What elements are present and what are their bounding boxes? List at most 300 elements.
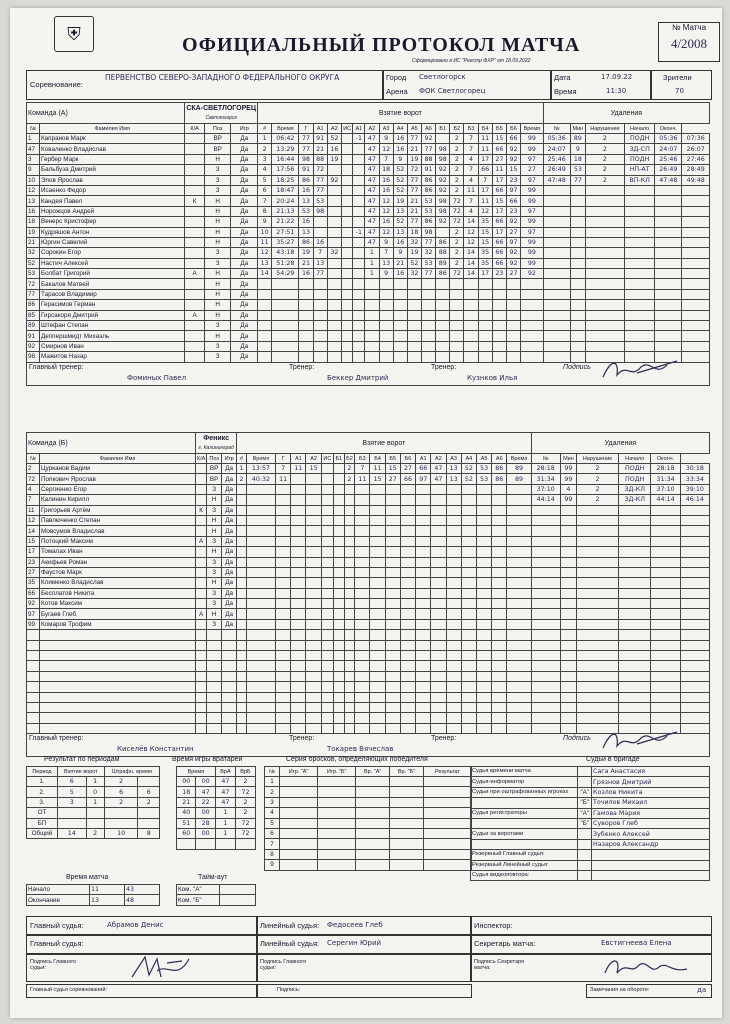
table-cell: Н	[204, 300, 231, 310]
table-cell: 47	[365, 217, 379, 227]
table-cell	[299, 352, 313, 362]
table-cell	[446, 692, 461, 702]
table-cell	[531, 702, 560, 712]
table-cell: 7	[379, 248, 393, 258]
table-cell: 77	[570, 175, 585, 185]
table-cell	[464, 289, 478, 299]
table-cell: 1.	[27, 777, 58, 787]
table-cell: 53	[476, 474, 491, 484]
table-cell: 54:29	[272, 269, 299, 279]
table-cell	[577, 619, 619, 629]
chief-referee-box	[26, 984, 258, 998]
table-cell	[560, 713, 576, 723]
team-label-cell	[27, 433, 196, 454]
table-cell: 16	[299, 185, 313, 195]
table-cell	[222, 682, 237, 692]
table-cell	[492, 352, 506, 362]
table-cell	[471, 839, 578, 849]
table-row	[27, 341, 710, 351]
table-cell: 12	[379, 206, 393, 216]
table-cell	[280, 839, 318, 849]
table-cell	[680, 515, 709, 525]
table-cell: 53	[570, 165, 585, 175]
table-cell	[365, 279, 379, 289]
table-row	[27, 269, 710, 279]
table-row	[27, 578, 710, 588]
table-cell	[461, 547, 476, 557]
table-cell	[291, 588, 306, 598]
table-cell: 77	[407, 175, 421, 185]
table-cell	[578, 777, 592, 787]
table-cell	[370, 495, 385, 505]
table-cell	[560, 692, 576, 702]
table-cell	[400, 526, 415, 536]
table-cell	[431, 661, 446, 671]
table-row	[177, 818, 256, 828]
col-header: Время	[521, 124, 544, 134]
main-sign-label: Подпись Главного судьи:	[30, 959, 77, 971]
table-cell: 89	[27, 321, 40, 331]
table-cell	[258, 352, 272, 362]
table-cell: 77	[421, 144, 435, 154]
table-cell: 92	[436, 217, 450, 227]
table-cell: 66	[492, 144, 506, 154]
table-cell	[436, 331, 450, 341]
table-cell: "Б"	[578, 798, 592, 808]
table-cell: Норожцов Андрей	[40, 206, 185, 216]
table-cell: ВР	[207, 474, 222, 484]
table-cell	[344, 547, 355, 557]
table-cell: Да	[222, 526, 237, 536]
table-cell: З	[204, 175, 231, 185]
table-cell	[476, 515, 491, 525]
table-cell	[476, 557, 491, 567]
table-cell	[321, 578, 333, 588]
table-cell: 98	[27, 352, 40, 362]
table-cell	[185, 321, 205, 331]
table-cell	[585, 331, 624, 341]
table-cell: 9	[393, 248, 407, 258]
table-cell	[344, 619, 355, 629]
table-cell	[446, 713, 461, 723]
table-cell	[446, 609, 461, 619]
table-cell	[385, 702, 400, 712]
table-cell	[185, 217, 205, 227]
table-cell	[196, 713, 207, 723]
table-cell	[306, 505, 321, 515]
table-cell	[560, 505, 576, 515]
table-cell: 17	[478, 154, 492, 164]
table-cell	[40, 661, 196, 671]
table-cell	[258, 341, 272, 351]
table-cell	[492, 321, 506, 331]
table-cell: 77	[407, 217, 421, 227]
table-cell	[306, 588, 321, 598]
table-cell: 11	[370, 464, 385, 474]
table-cell: 72	[27, 279, 40, 289]
table-cell	[356, 849, 390, 859]
table-cell: 99	[27, 619, 40, 629]
table-cell	[196, 526, 207, 536]
table-cell	[276, 671, 291, 681]
table-cell: Да	[231, 279, 258, 289]
table-cell: 72	[27, 474, 40, 484]
table-cell	[356, 818, 390, 828]
table-cell	[306, 547, 321, 557]
spectators-value: 70	[675, 87, 684, 95]
table-cell	[246, 723, 275, 733]
table-cell: Вр. "Б"	[390, 767, 424, 777]
table-cell: ВР	[207, 464, 222, 474]
table-cell: З	[207, 588, 222, 598]
table-cell: 52	[461, 474, 476, 484]
table-cell	[207, 682, 222, 692]
table-cell	[276, 557, 291, 567]
table-cell	[461, 567, 476, 577]
table-cell	[341, 279, 352, 289]
table-cell	[318, 860, 356, 870]
table-cell: 98	[299, 154, 313, 164]
table-cell	[680, 651, 709, 661]
table-cell	[393, 331, 407, 341]
table-cell: 2	[450, 165, 464, 175]
table-cell	[400, 536, 415, 546]
table-cell	[246, 599, 275, 609]
table-row	[27, 474, 710, 484]
col-header: А4	[393, 124, 407, 134]
table-cell	[680, 630, 709, 640]
table-cell	[423, 808, 471, 818]
table-cell	[680, 505, 709, 515]
table-cell: 52	[393, 217, 407, 227]
table-cell	[531, 536, 560, 546]
table-cell	[478, 279, 492, 289]
table-cell	[531, 651, 560, 661]
table-cell: Н	[204, 237, 231, 247]
table-cell: Смирнов Иван	[40, 341, 185, 351]
table-cell: 7	[464, 144, 478, 154]
bottom-section	[26, 756, 710, 1016]
table-cell	[492, 609, 507, 619]
table-cell	[321, 713, 333, 723]
table-cell: 53	[27, 269, 40, 279]
table-cell	[446, 505, 461, 515]
table-cell: 92	[506, 144, 520, 154]
table-cell	[185, 144, 205, 154]
table-cell	[431, 526, 446, 536]
table-cell	[506, 321, 520, 331]
table-cell	[344, 578, 355, 588]
table-cell	[543, 279, 570, 289]
table-cell	[306, 713, 321, 723]
table-cell	[431, 619, 446, 629]
table-cell	[492, 495, 507, 505]
table-cell	[353, 279, 365, 289]
table-cell	[222, 640, 237, 650]
table-cell	[578, 870, 592, 880]
table-cell: 77	[313, 269, 327, 279]
table-cell	[291, 682, 306, 692]
table-cell	[400, 547, 415, 557]
table-cell: ЗД-КЛ	[619, 484, 651, 494]
table-cell: 72	[235, 828, 255, 838]
table-cell	[185, 175, 205, 185]
table-cell: 97	[521, 227, 544, 237]
emblem-icon: ⛨	[54, 16, 94, 52]
table-cell	[416, 588, 431, 598]
table-cell: Козлов Никита	[592, 787, 710, 797]
table-cell	[560, 588, 576, 598]
table-cell	[385, 723, 400, 733]
table-cell: 21:22	[272, 217, 299, 227]
table-cell	[682, 206, 710, 216]
table-cell	[680, 536, 709, 546]
table-cell: Григорьев Артём	[40, 505, 196, 515]
table-cell	[431, 567, 446, 577]
table-cell	[407, 352, 421, 362]
table-cell	[390, 777, 424, 787]
table-cell	[237, 557, 247, 567]
table-cell	[450, 289, 464, 299]
table-cell: 32	[327, 248, 341, 258]
table-cell	[291, 505, 306, 515]
table-cell: 47:48	[655, 175, 682, 185]
table-cell: 7	[464, 196, 478, 206]
table-cell	[291, 515, 306, 525]
table-cell	[341, 248, 352, 258]
goals-title-cell: Взятие ворот	[237, 433, 532, 454]
table-cell: 47	[27, 144, 40, 154]
table-cell: Да	[222, 505, 237, 515]
table-row	[27, 609, 710, 619]
table-cell	[355, 651, 370, 661]
table-cell	[680, 609, 709, 619]
table-cell	[334, 547, 345, 557]
table-cell: Игр. "Б"	[318, 767, 356, 777]
table-cell: 26:49	[655, 165, 682, 175]
table-cell	[370, 557, 385, 567]
table-cell	[341, 165, 352, 175]
table-cell: 86	[492, 474, 507, 484]
table-cell: 2	[577, 484, 619, 494]
table-cell: 15	[506, 165, 520, 175]
table-cell: Судьи при оштрафованных игроках	[471, 787, 578, 797]
table-cell	[321, 661, 333, 671]
table-cell	[446, 671, 461, 681]
table-cell	[385, 609, 400, 619]
table-cell	[651, 547, 680, 557]
table-cell: 13:29	[272, 144, 299, 154]
table-cell	[625, 185, 655, 195]
table-cell	[476, 651, 491, 661]
table-cell: 66	[492, 248, 506, 258]
table-cell	[585, 206, 624, 216]
table-cell	[682, 185, 710, 195]
table-cell	[461, 651, 476, 661]
table-cell	[246, 671, 275, 681]
table-cell	[543, 289, 570, 299]
col-header: Б4	[370, 454, 385, 464]
table-cell	[27, 671, 40, 681]
table-cell	[321, 640, 333, 650]
table-cell	[246, 661, 275, 671]
col-header: А3	[446, 454, 461, 464]
table-cell: 15	[370, 474, 385, 484]
table-cell: 19	[407, 248, 421, 258]
table-cell	[276, 505, 291, 515]
table-cell	[492, 651, 507, 661]
table-cell: 66	[492, 237, 506, 247]
table-cell: Да	[222, 567, 237, 577]
table-cell: 2	[585, 154, 624, 164]
col-header: Игр	[231, 124, 258, 134]
table-cell	[370, 713, 385, 723]
table-cell: 2	[585, 144, 624, 154]
table-cell	[327, 300, 341, 310]
table-cell: 00	[177, 777, 196, 787]
table-cell: 18	[27, 217, 40, 227]
table-cell	[355, 702, 370, 712]
spectators-label: Зрители	[663, 73, 692, 82]
table-cell	[58, 808, 87, 818]
table-cell	[341, 237, 352, 247]
table-cell: 88	[421, 154, 435, 164]
table-cell	[291, 619, 306, 629]
table-cell: 35	[478, 217, 492, 227]
table-cell	[321, 495, 333, 505]
table-cell: 86	[421, 217, 435, 227]
table-cell	[577, 640, 619, 650]
table-cell: Судьи за воротами	[471, 829, 578, 839]
table-cell	[185, 185, 205, 195]
table-cell	[246, 651, 275, 661]
table-cell: 47	[365, 206, 379, 216]
table-cell	[476, 526, 491, 536]
table-cell: Зубенко Алексей	[592, 829, 710, 839]
table-cell: Н	[207, 609, 222, 619]
table-cell	[276, 630, 291, 640]
table-cell: 13:57	[246, 464, 275, 474]
table-cell	[196, 484, 207, 494]
table-cell: 92	[506, 248, 520, 258]
table-cell	[385, 484, 400, 494]
table-cell	[313, 289, 327, 299]
table-cell	[196, 682, 207, 692]
table-cell	[655, 331, 682, 341]
table-cell	[476, 702, 491, 712]
table-cell: Вр. "А"	[356, 767, 390, 777]
time-value: 11:30	[606, 87, 627, 95]
table-cell	[570, 258, 585, 268]
table-cell	[431, 682, 446, 692]
teamB-table	[26, 432, 710, 734]
table-cell	[400, 682, 415, 692]
line-referee2-value: Серегин Юрий	[327, 939, 382, 947]
table-cell	[682, 289, 710, 299]
table-cell	[344, 588, 355, 598]
table-cell	[476, 619, 491, 629]
table-cell: 2	[258, 144, 272, 154]
table-cell	[327, 185, 341, 195]
table-cell	[461, 536, 476, 546]
table-cell	[138, 808, 160, 818]
table-cell	[507, 723, 531, 733]
table-cell	[379, 310, 393, 320]
table-cell: Н	[204, 289, 231, 299]
table-cell	[507, 630, 531, 640]
table-cell: 1	[365, 258, 379, 268]
table-cell	[344, 536, 355, 546]
table-cell: 2	[344, 464, 355, 474]
table-cell	[370, 702, 385, 712]
competition-box	[26, 70, 384, 100]
table-cell	[272, 279, 299, 289]
table-cell	[655, 279, 682, 289]
table-cell	[506, 310, 520, 320]
table-cell	[531, 547, 560, 557]
table-cell: 2	[450, 154, 464, 164]
table-cell: 97	[521, 206, 544, 216]
table-cell	[577, 567, 619, 577]
table-cell	[478, 289, 492, 299]
col-header: А1	[313, 124, 327, 134]
table-cell	[185, 258, 205, 268]
table-cell	[365, 321, 379, 331]
table-cell	[370, 682, 385, 692]
table-cell: 97	[506, 237, 520, 247]
table-cell	[492, 671, 507, 681]
table-cell: 99	[560, 495, 576, 505]
table-cell: 98	[436, 206, 450, 216]
table-cell	[492, 588, 507, 598]
table-cell: А	[196, 609, 207, 619]
table-cell	[138, 777, 160, 787]
table-cell: 92	[27, 341, 40, 351]
table-cell: 1	[258, 134, 272, 144]
table-cell	[680, 661, 709, 671]
table-cell	[521, 310, 544, 320]
match-end-h: 13	[90, 895, 125, 905]
table-cell	[334, 692, 345, 702]
table-row	[27, 651, 710, 661]
table-cell: Н	[204, 310, 231, 320]
col-header: А1	[291, 454, 306, 464]
table-cell: 14	[258, 269, 272, 279]
table-cell: Да	[231, 352, 258, 362]
table-cell	[222, 630, 237, 640]
table-cell	[177, 839, 196, 849]
table-cell	[423, 787, 471, 797]
table-cell	[370, 609, 385, 619]
table-cell	[327, 237, 341, 247]
table-cell: 91	[421, 165, 435, 175]
table-cell	[625, 300, 655, 310]
table-cell	[207, 630, 222, 640]
table-cell	[344, 609, 355, 619]
table-cell: Да	[231, 154, 258, 164]
table-cell	[27, 713, 40, 723]
periods-table	[26, 766, 160, 839]
table-cell: Судья регистраторы	[471, 808, 578, 818]
table-cell	[334, 464, 345, 474]
table-cell: 17	[478, 269, 492, 279]
table-cell: К	[196, 505, 207, 515]
table-cell	[492, 547, 507, 557]
table-cell	[40, 651, 196, 661]
table-cell	[682, 341, 710, 351]
table-cell: Н	[207, 578, 222, 588]
table-row	[177, 828, 256, 838]
